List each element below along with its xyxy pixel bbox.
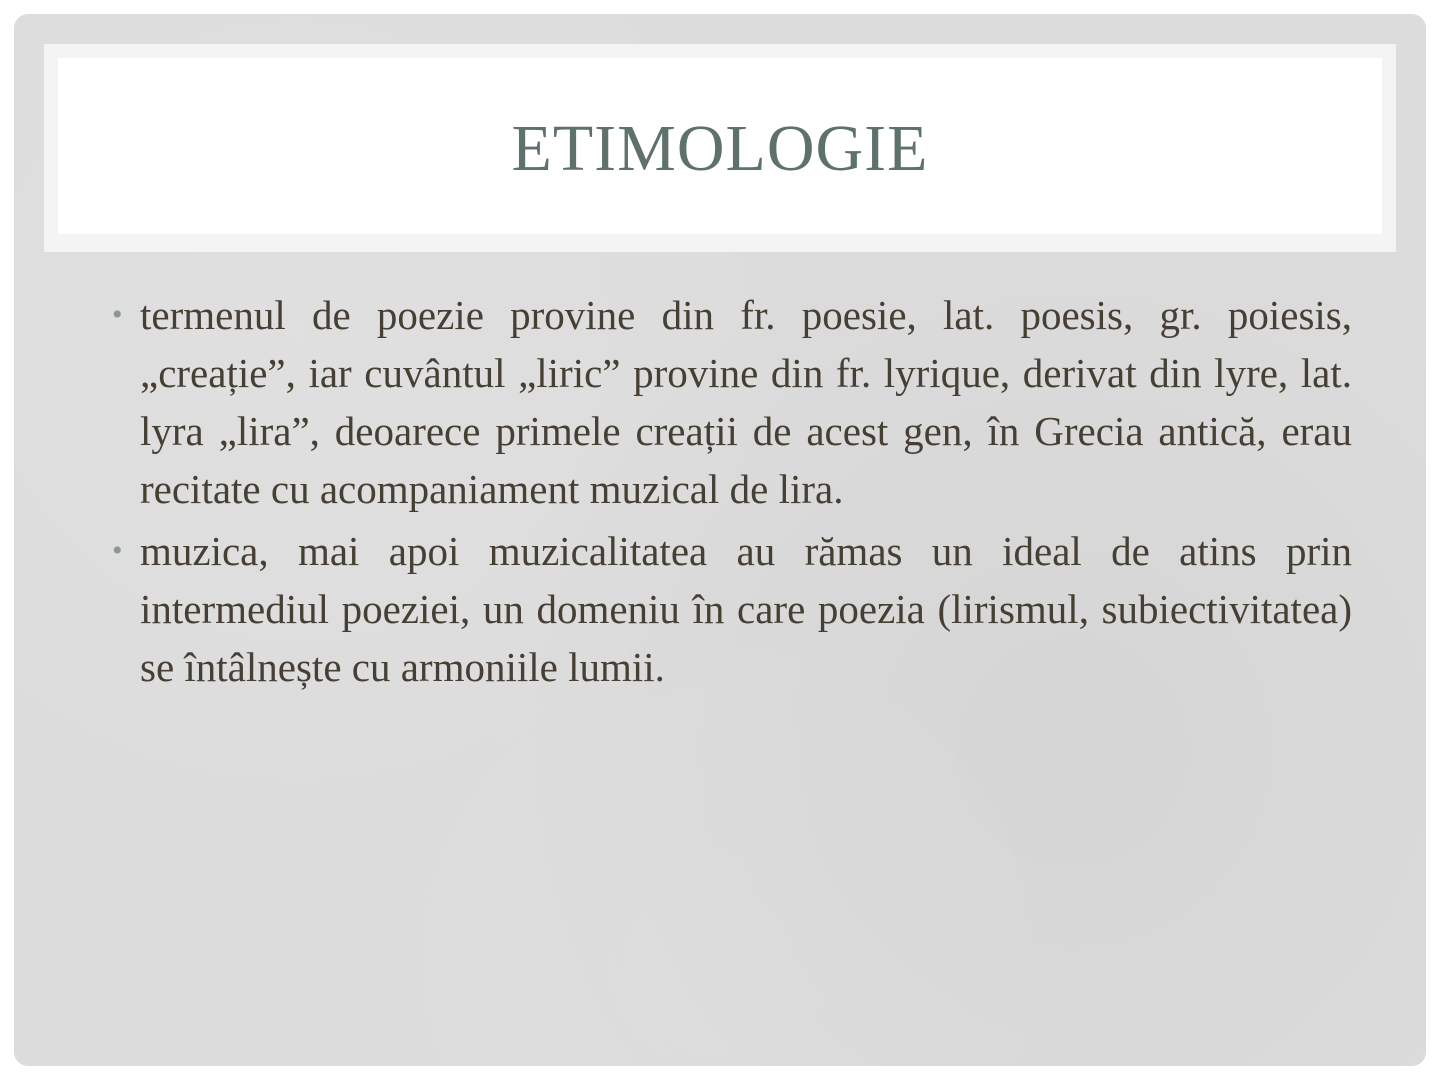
bullet-text: muzica, mai apoi muzicalitatea au rămas un ideal de atins prin intermediul poeziei, un domeniu în care poezia (lirismul, subiectivitatea) se întâlnește cu armoniile lumii. bbox=[140, 528, 1352, 690]
slide bbox=[14, 14, 1426, 1066]
bullet-icon: • bbox=[112, 298, 123, 331]
bullet-list bbox=[110, 286, 1352, 696]
bullet-text: termenul de poezie provine din fr. poesie, lat. poesis, gr. poiesis, „creație”, iar cuvântul „liric” provine din fr. lyrique, derivat din lyre, lat. lyra „lira”, deoarece primele creații de acest gen, în Grecia antică, erau recitate cu acompaniament muzical de lira. bbox=[140, 292, 1352, 512]
bullet-item bbox=[110, 522, 1352, 696]
bullet-icon: • bbox=[112, 534, 123, 567]
bullet-item bbox=[110, 286, 1352, 518]
title-box bbox=[58, 58, 1382, 234]
title-band bbox=[44, 44, 1396, 252]
slide-title: ETIMOLOGIE bbox=[511, 112, 929, 185]
